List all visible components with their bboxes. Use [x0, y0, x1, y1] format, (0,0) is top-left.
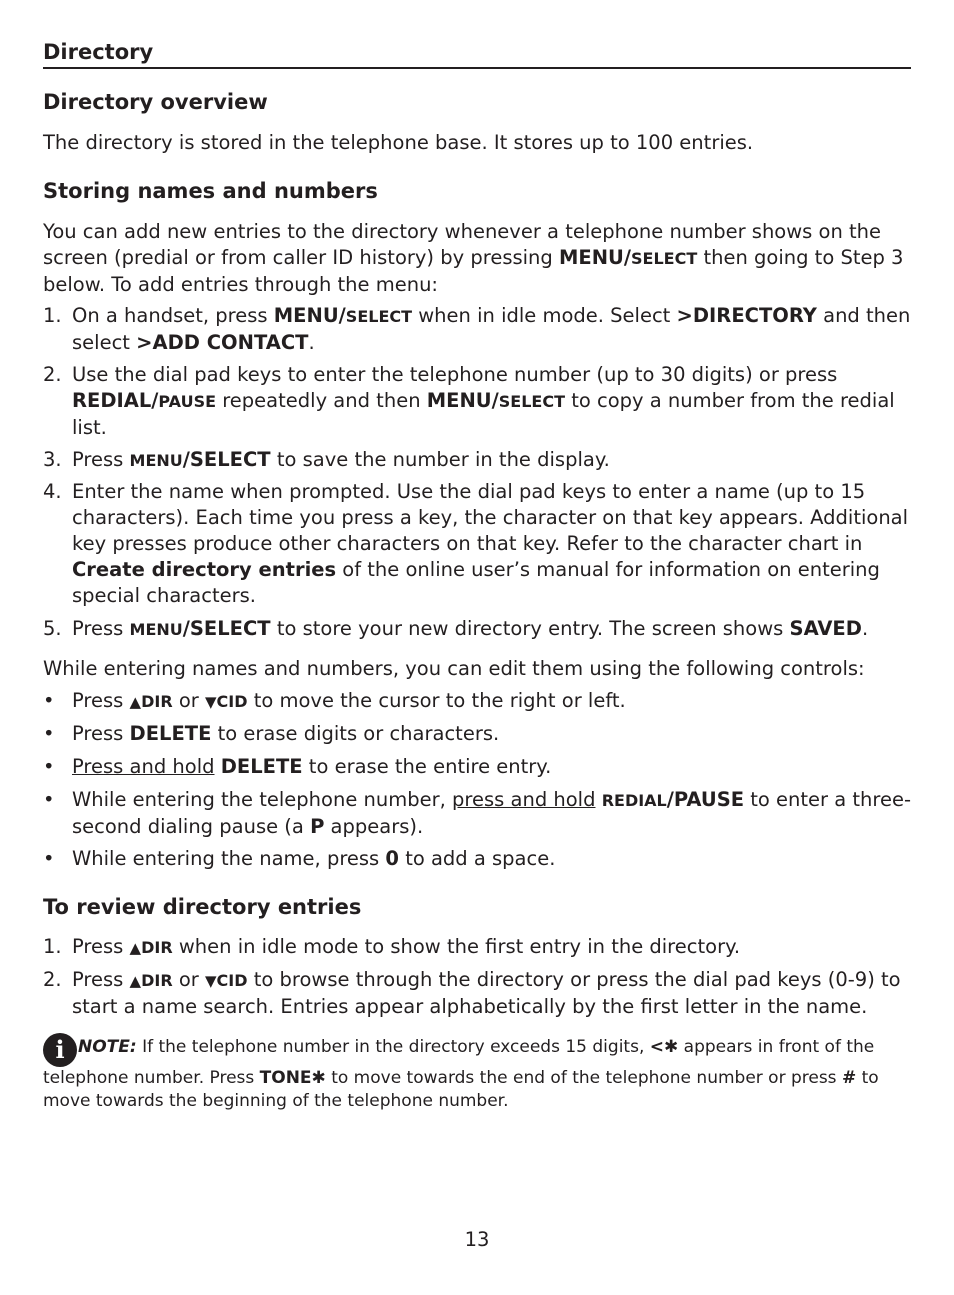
down-arrow-icon: ▼ [205, 693, 217, 711]
overview-text: The directory is stored in the telephone base. It stores up to 100 entries. [43, 131, 754, 154]
info-icon: i [43, 1033, 77, 1067]
note-label: NOTE: [78, 1037, 137, 1057]
title-rule [43, 67, 911, 69]
controls-intro: While entering names and numbers, you can edit them using the following controls: [43, 657, 865, 680]
review-heading: To review directory entries [43, 895, 362, 919]
up-arrow-icon: ▲ [129, 972, 142, 990]
storing-heading: Storing names and numbers [43, 179, 378, 203]
note-block: i NOTE: If the telephone number in the directory exceeds 15 digits, <✱ appears in front of the telephone number. Press TONE✱ to move towards the end of the telephone number or press # to move towards the beginning of the telephone number. [43, 1035, 879, 1111]
overview-heading: Directory overview [43, 90, 268, 114]
section-title: Directory [43, 40, 154, 64]
storing-intro: You can add new entries to the directory whenever a telephone number shows on the screen (predial or from caller ID history) by pressing MENU/SELECT then going to Step 3 below. To add entries through the menu: [43, 220, 904, 296]
up-arrow-icon: ▲ [129, 939, 142, 957]
down-arrow-icon: ▼ [205, 972, 217, 990]
up-arrow-icon: ▲ [129, 693, 142, 711]
page-number: 13 [464, 1228, 490, 1251]
